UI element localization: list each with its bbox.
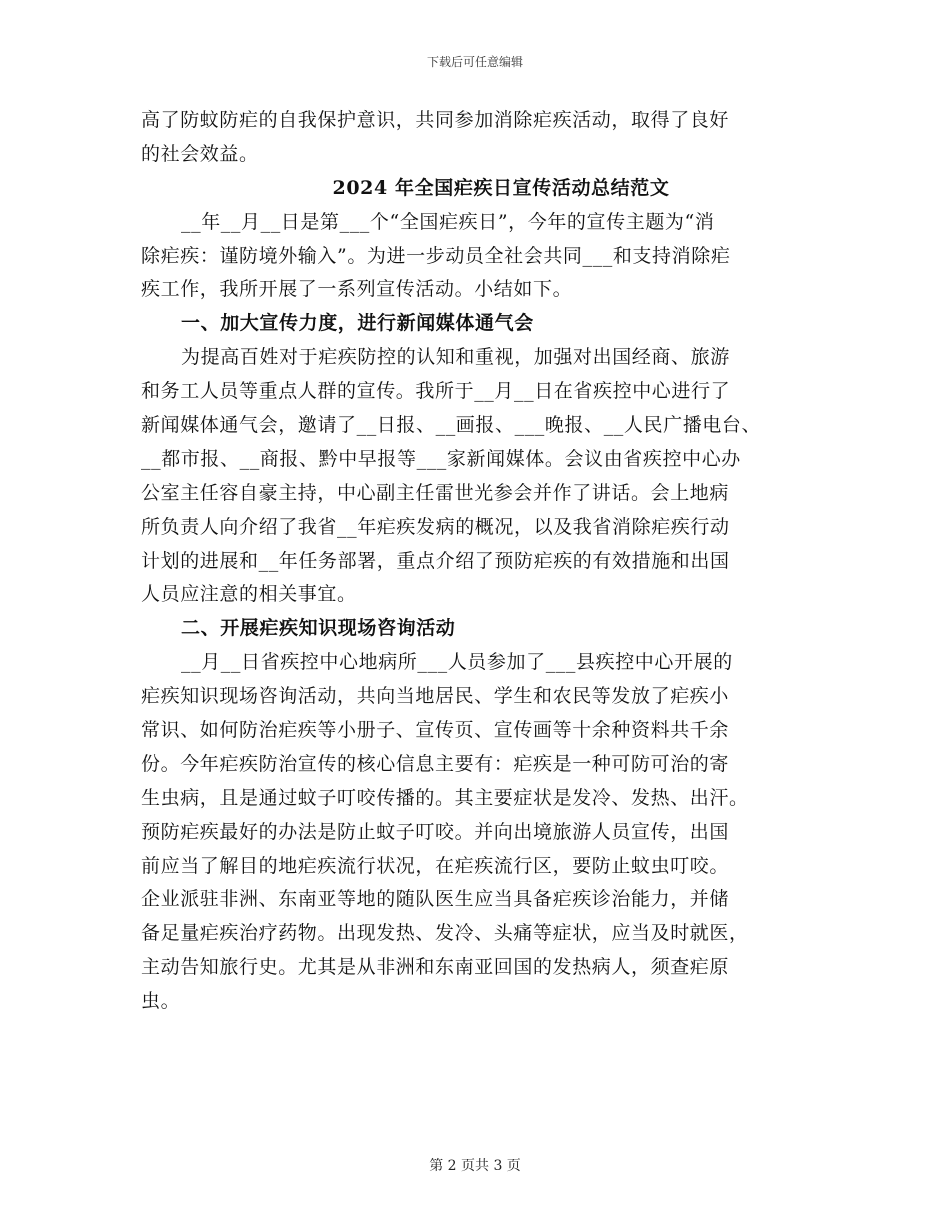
paragraph-line: 虫。 <box>141 990 181 1013</box>
paragraph-line: 高了防蚊防疟的自我保护意识，共同参加消除疟疾活动，取得了良好 <box>141 109 730 131</box>
paragraph-line: 预防疟疾最好的办法是防止蚊子叮咬。并向出境旅游人员宣传，出国 <box>141 820 730 843</box>
paragraph-line: 主动告知旅行史。尤其是从非洲和东南亚回国的发热病人，须查疟原 <box>141 956 730 979</box>
paragraph-line: 生虫病，且是通过蚊子叮咬传播的。其主要症状是发冷、发热、出汗。 <box>141 786 749 809</box>
paragraph-line: 疟疾知识现场咨询活动，共向当地居民、学生和农民等发放了疟疾小 <box>141 685 730 708</box>
paragraph-line: 疾工作，我所开展了一系列宣传活动。小结如下。 <box>141 278 573 301</box>
paragraph-line: 前应当了解目的地疟疾流行状况，在疟疾流行区，要防止蚊虫叮咬。 <box>141 854 730 877</box>
paragraph-line: 备足量疟疾治疗药物。出现发热、发冷、头痛等症状，应当及时就医， <box>141 922 749 945</box>
section-heading: 一、加大宣传力度，进行新闻媒体通气会 <box>181 312 534 335</box>
section-heading: 二、开展疟疾知识现场咨询活动 <box>181 617 456 640</box>
page-footer: 第 2 页共 3 页 <box>429 1158 521 1174</box>
paragraph-line: 企业派驻非洲、东南亚等地的随队医生应当具备疟疾诊治能力，并储 <box>141 888 730 911</box>
paragraph-line: 所负责人向介绍了我省__年疟疾发病的概况，以及我省消除疟疾行动 <box>141 515 730 538</box>
section-heading: 2024 年全国疟疾日宣传活动总结范文 <box>332 176 670 199</box>
paragraph-line: 人员应注意的相关事宜。 <box>141 583 357 606</box>
paragraph-line: 新闻媒体通气会，邀请了__日报、__画报、___晚报、__人民广播电台、 <box>141 414 762 437</box>
paragraph-line: 份。今年疟疾防治宣传的核心信息主要有：疟疾是一种可防可治的寄 <box>141 752 730 775</box>
page-header: 下载后可任意编辑 <box>426 55 523 69</box>
paragraph-line: 除疟疾：谨防境外输入”。为进一步动员全社会共同___和支持消除疟 <box>141 244 731 267</box>
paragraph-line: __月__日省疾控中心地病所___人员参加了___县疾控中心开展的 <box>181 651 733 674</box>
paragraph-line: 的社会效益。 <box>141 142 259 165</box>
document-body <box>141 104 821 1019</box>
paragraph-line: __都市报、__商报、黔中早报等___家新闻媒体。会议由省疾控中心办 <box>141 447 741 470</box>
paragraph-line: __年__月__日是第___个“全国疟疾日”，今年的宣传主题为“消 <box>181 210 715 233</box>
paragraph-line: 公室主任容自豪主持，中心副主任雷世光参会并作了讲话。会上地病 <box>141 481 730 504</box>
paragraph-line: 计划的进展和__年任务部署，重点介绍了预防疟疾的有效措施和出国 <box>141 549 730 572</box>
paragraph-line: 和务工人员等重点人群的宣传。我所于__月__日在省疾控中心进行了 <box>141 380 731 403</box>
paragraph-line: 常识、如何防治疟疾等小册子、宣传页、宣传画等十余种资料共千余 <box>141 719 730 742</box>
paragraph-line: 为提高百姓对于疟疾防控的认知和重视，加强对出国经商、旅游 <box>181 346 730 369</box>
